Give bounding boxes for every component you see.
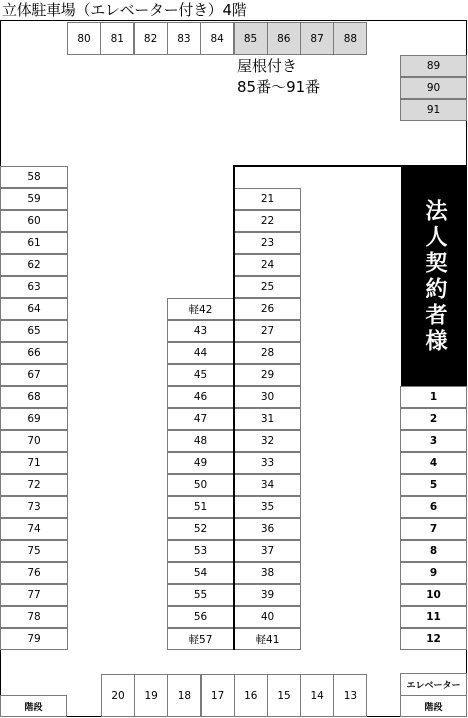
parking-space-center-left: 50 [167,474,234,496]
parking-space-bottom: 14 [300,674,334,717]
parking-space-center-left: 52 [167,518,234,540]
parking-space-center-right: 29 [234,364,301,386]
parking-space-center-left: 53 [167,540,234,562]
parking-space-center-right: 34 [234,474,301,496]
parking-space-right: 2 [400,408,467,430]
parking-space-center-left: 軽57 [167,628,234,650]
parking-space-center-right: 27 [234,320,301,342]
parking-space-roofed: 91 [400,99,467,121]
parking-space-center-left: 51 [167,496,234,518]
parking-space-top: 83 [167,22,201,55]
parking-space-top: 81 [100,22,134,55]
parking-space-center-right: 28 [234,342,301,364]
parking-space-top: 85 [234,22,268,55]
parking-space-left: 79 [0,628,68,650]
parking-space-top: 84 [200,22,234,55]
parking-space-center-right: 軽41 [234,628,301,650]
parking-space-center-left: 43 [167,320,234,342]
parking-space-bottom: 17 [201,674,235,717]
elevator-label: エレベーター [400,673,467,696]
parking-space-left: 77 [0,584,68,606]
parking-space-center-right: 35 [234,496,301,518]
parking-space-left: 65 [0,320,68,342]
parking-space-right: 3 [400,430,467,452]
parking-space-left: 78 [0,606,68,628]
corporate-contract-block [401,166,467,387]
stairs-right: 階段 [400,695,467,717]
parking-space-bottom: 20 [101,674,135,717]
parking-space-left: 76 [0,562,68,584]
parking-space-bottom: 18 [167,674,201,717]
parking-space-left: 73 [0,496,68,518]
parking-space-center-right: 40 [234,606,301,628]
parking-space-center-left: 45 [167,364,234,386]
parking-space-left: 71 [0,452,68,474]
parking-space-left: 58 [0,166,68,188]
parking-space-center-right: 21 [234,188,301,210]
parking-space-center-right: 30 [234,386,301,408]
parking-space-left: 60 [0,210,68,232]
parking-space-right: 1 [400,386,467,408]
parking-space-bottom: 15 [267,674,301,717]
parking-space-top: 88 [333,22,367,55]
parking-space-center-left: 49 [167,452,234,474]
parking-space-center-right: 26 [234,298,301,320]
corporate-contract-label: 法人契約者様 [422,198,447,355]
parking-space-left: 66 [0,342,68,364]
parking-space-left: 68 [0,386,68,408]
parking-space-right: 5 [400,474,467,496]
parking-space-left: 74 [0,518,68,540]
roof-note [237,56,320,98]
parking-space-center-left: 47 [167,408,234,430]
parking-space-center-right: 33 [234,452,301,474]
parking-space-right: 6 [400,496,467,518]
parking-space-bottom: 13 [333,674,367,717]
parking-space-center-left: 55 [167,584,234,606]
parking-space-center-left: 54 [167,562,234,584]
parking-space-left: 61 [0,232,68,254]
parking-space-top: 80 [67,22,101,55]
parking-space-right: 7 [400,518,467,540]
parking-space-center-right: 23 [234,232,301,254]
parking-space-left: 63 [0,276,68,298]
parking-space-left: 62 [0,254,68,276]
parking-space-center-left: 56 [167,606,234,628]
parking-space-left: 64 [0,298,68,320]
roof-note-line2: 85番～91番 [237,78,321,96]
parking-space-center-left: 44 [167,342,234,364]
parking-space-center-left: 軽42 [167,298,234,320]
parking-space-bottom: 16 [234,674,268,717]
parking-space-left: 59 [0,188,68,210]
parking-space-left: 69 [0,408,68,430]
parking-space-left: 70 [0,430,68,452]
parking-space-right: 12 [400,628,467,650]
page-title: 立体駐車場（エレベーター付き）4階 [2,1,247,19]
parking-space-right: 9 [400,562,467,584]
parking-space-center-left: 46 [167,386,234,408]
parking-space-left: 72 [0,474,68,496]
stairs-left: 階段 [0,695,67,717]
parking-space-roofed: 89 [400,55,467,77]
parking-space-center-right: 37 [234,540,301,562]
parking-space-center-right: 31 [234,408,301,430]
parking-space-center-right: 38 [234,562,301,584]
parking-space-center-left: 48 [167,430,234,452]
parking-space-right: 4 [400,452,467,474]
parking-space-top: 82 [134,22,168,55]
parking-space-right: 11 [400,606,467,628]
parking-space-center-right: 22 [234,210,301,232]
parking-space-center-right: 32 [234,430,301,452]
parking-space-right: 8 [400,540,467,562]
parking-space-left: 67 [0,364,68,386]
parking-space-center-right: 25 [234,276,301,298]
center-divider-vertical [233,165,235,650]
parking-space-left: 75 [0,540,68,562]
parking-space-bottom: 19 [134,674,168,717]
center-divider-top [233,165,467,167]
parking-space-right: 10 [400,584,467,606]
roof-note-line1: 屋根付き [237,57,298,75]
parking-space-top: 87 [300,22,334,55]
parking-space-roofed: 90 [400,77,467,99]
parking-space-top: 86 [267,22,301,55]
parking-space-center-right: 24 [234,254,301,276]
parking-space-center-right: 39 [234,584,301,606]
parking-space-center-right: 36 [234,518,301,540]
